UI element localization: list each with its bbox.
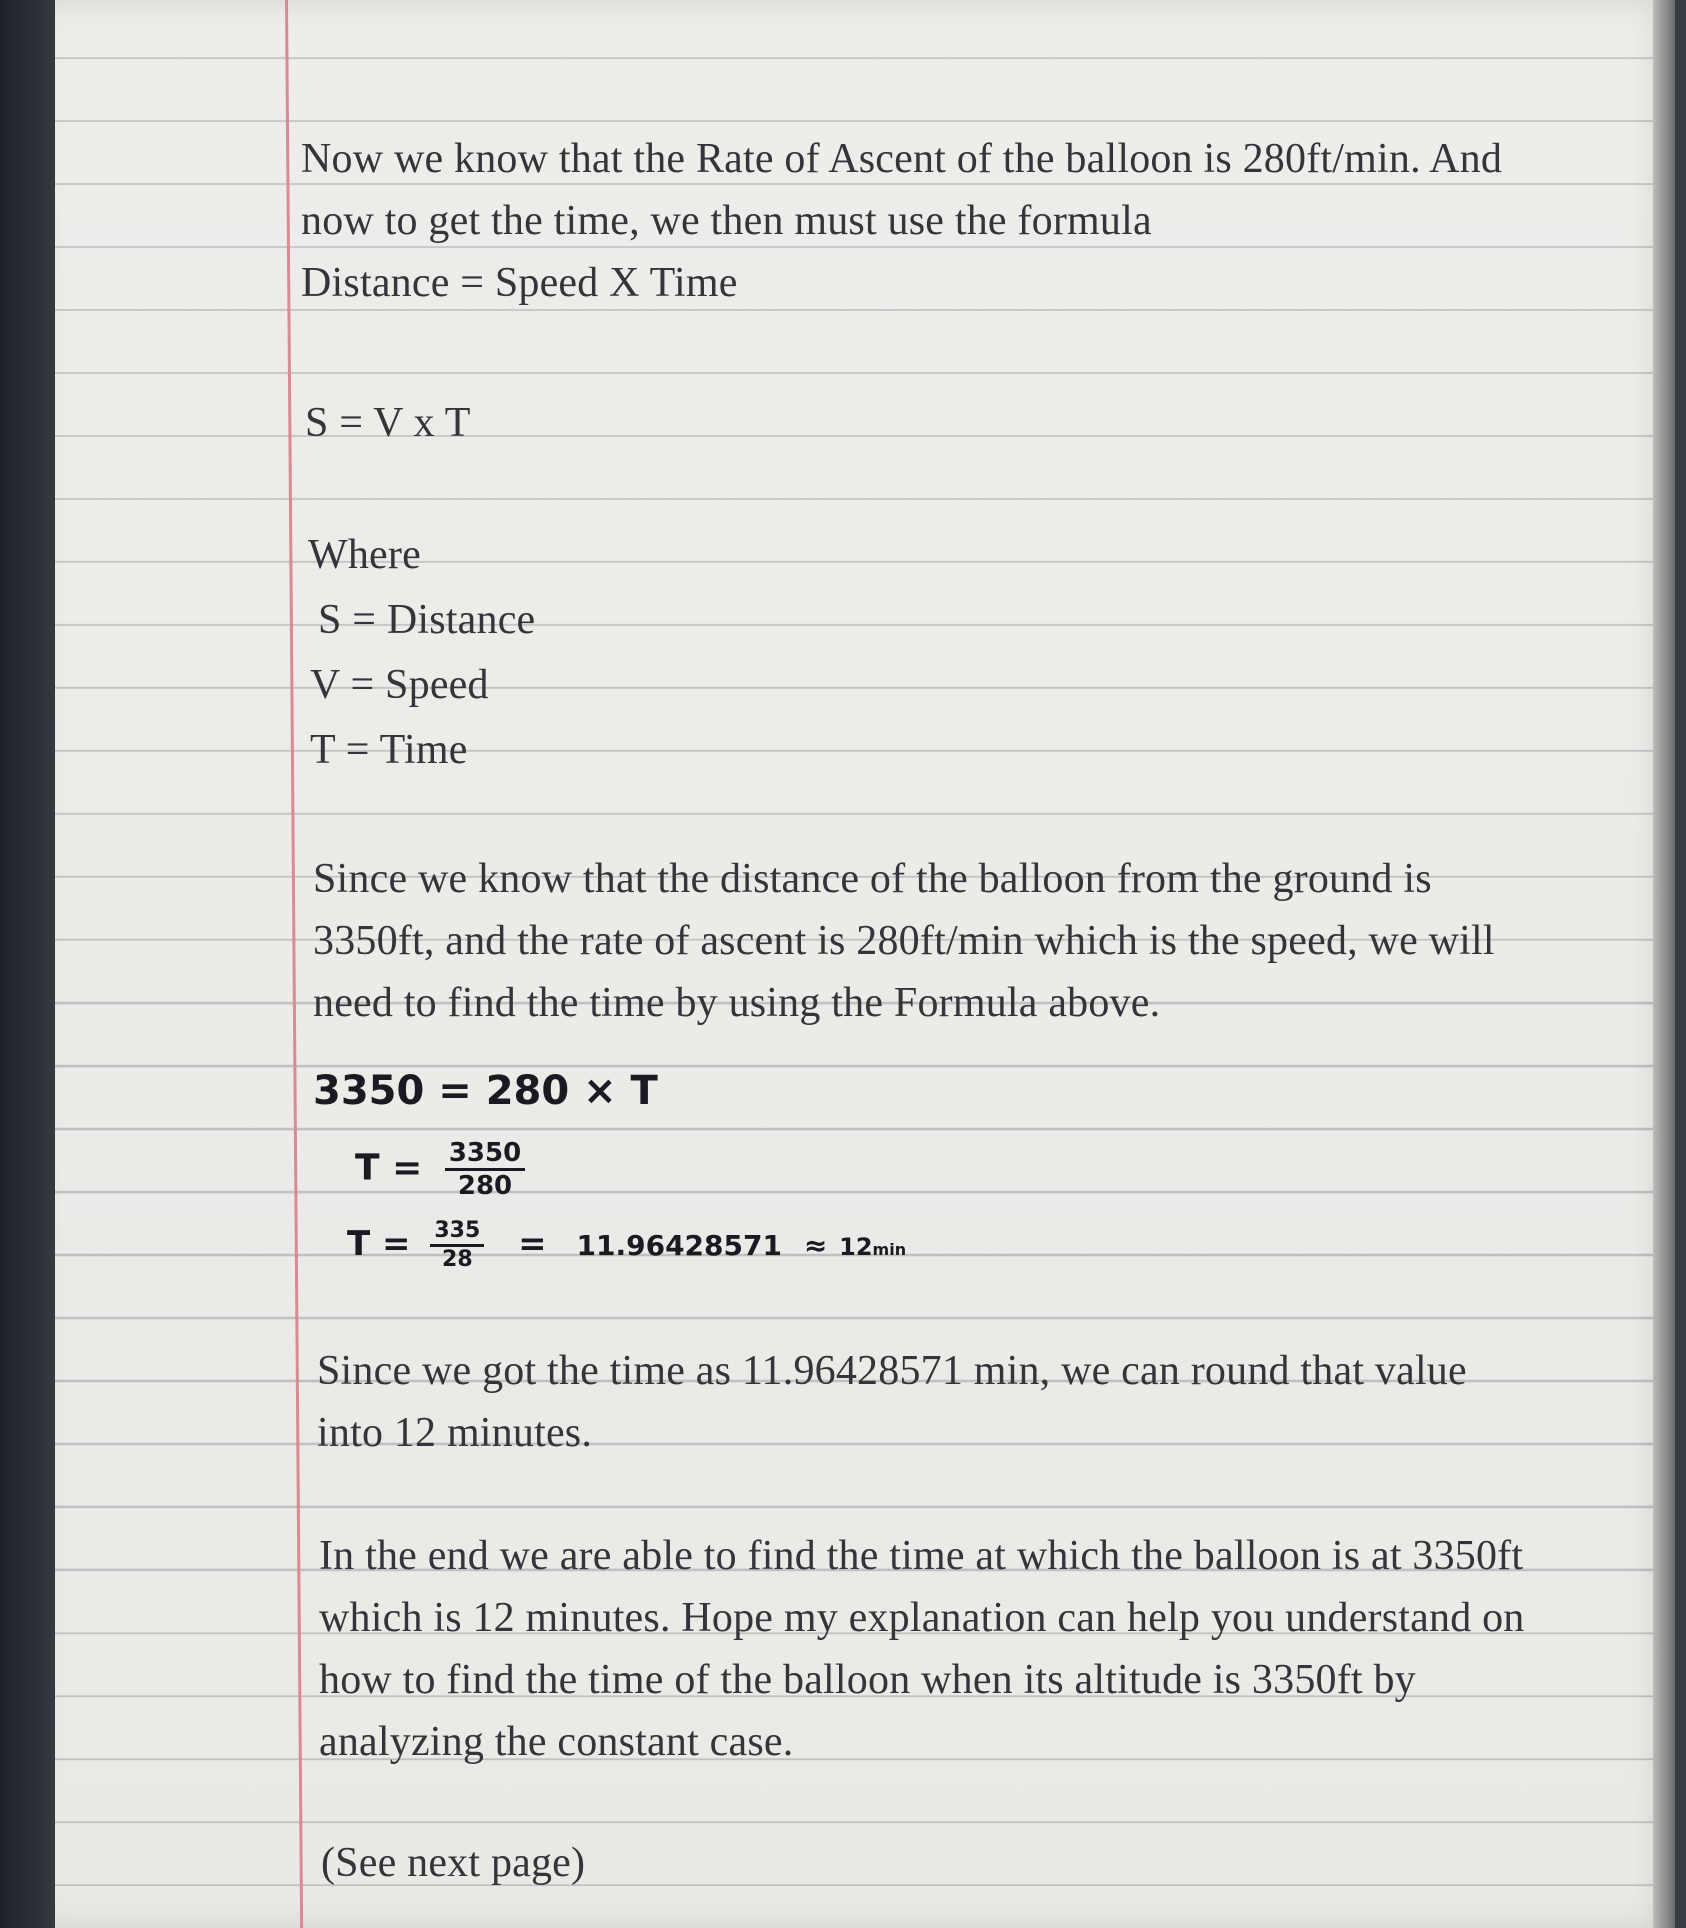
formula-line [305, 392, 471, 454]
eq3-approx: ≈ [803, 1229, 828, 1262]
eq2-denominator: 280 [457, 1171, 513, 1201]
definition-t: T = Time [310, 727, 468, 773]
paragraph-line: Distance = Speed X Time [301, 260, 738, 306]
eq2-lhs: T = [355, 1147, 423, 1189]
handwritten-equation-2 [355, 1140, 525, 1199]
definition-s: S = Distance [318, 597, 536, 643]
eq3-equals: = [518, 1224, 547, 1264]
paragraph-line: Since we know that the distance of the balloon from the ground is [313, 856, 1432, 902]
paragraph-line: In the end we are able to find the time at which the balloon is at 3350ft [319, 1533, 1524, 1579]
where-heading: Where [308, 532, 421, 578]
paragraph-conclusion [319, 1525, 1525, 1773]
eq3-value: 11.96428571 [576, 1229, 782, 1262]
paragraph-line: need to find the time by using the Formula above. [313, 980, 1161, 1026]
where-definitions [308, 523, 535, 783]
eq3-unit: min [872, 1240, 907, 1259]
definition-v: V = Speed [310, 662, 489, 708]
eq2-fraction [445, 1140, 525, 1199]
paragraph-line: how to find the time of the balloon when its altitude is 3350ft by [319, 1657, 1416, 1703]
paragraph-known-values [313, 848, 1495, 1034]
see-next-page-note [321, 1832, 585, 1894]
handwritten-equation-1: 3350 = 280 × T [313, 1068, 658, 1114]
eq3-lhs: T = [347, 1224, 411, 1264]
lined-notebook-page [55, 0, 1675, 1928]
eq3-result: 12 [839, 1233, 873, 1261]
footer-text: (See next page) [321, 1840, 586, 1886]
paragraph-line: Now we know that the Rate of Ascent of the balloon is 280ft/min. And [301, 136, 1503, 182]
paragraph-rounding [317, 1340, 1467, 1464]
formula-text: S = V x T [305, 400, 471, 446]
eq2-numerator: 3350 [445, 1140, 525, 1171]
paragraph-line: now to get the time, we then must use the formula [301, 198, 1152, 244]
page-edge [1653, 0, 1675, 1928]
paragraph-line: which is 12 minutes. Hope my explanation can help you understand on [319, 1595, 1525, 1641]
paragraph-line: into 12 minutes. [317, 1410, 593, 1456]
eq3-numerator: 335 [430, 1220, 484, 1247]
paragraph-rate-of-ascent [301, 128, 1502, 314]
eq3-denominator: 28 [442, 1247, 473, 1272]
eq3-fraction [430, 1220, 484, 1271]
paragraph-line: 3350ft, and the rate of ascent is 280ft/min which is the speed, we will [313, 918, 1495, 964]
paragraph-line: analyzing the constant case. [319, 1719, 794, 1765]
paragraph-line: Since we got the time as 11.96428571 min, we can round that value [317, 1348, 1467, 1394]
handwritten-equation-3 [347, 1220, 906, 1271]
